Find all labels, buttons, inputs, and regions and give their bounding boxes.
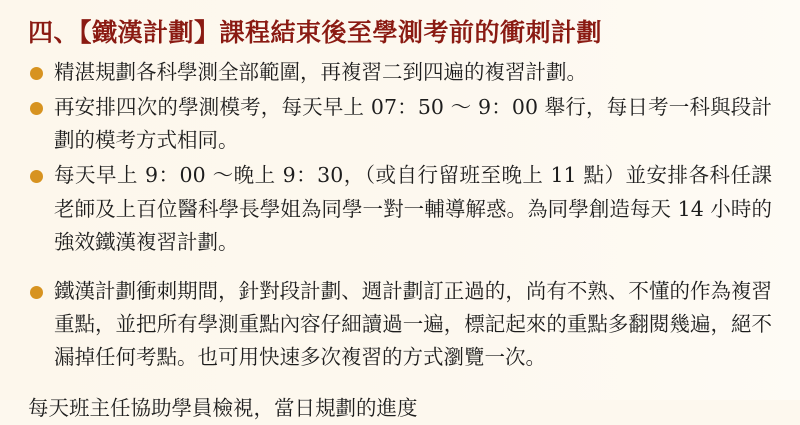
list-item <box>28 159 772 259</box>
list-item <box>28 91 772 157</box>
cut-off-text: 每天班主任協助學員檢視，當日規劃的進度 <box>28 396 418 420</box>
list-item-text: 鐵漢計劃衝刺期間，針對段計劃、週計劃訂正過的，尚有不熟、不懂的作為複習重點，並把所有學測重點內容仔細讀過一遍，標記起來的重點多翻閱幾遍，絕不漏掉任何考點。也可用快速多次複習的方式瀏覽一次。 <box>54 278 772 370</box>
bullet-dot-icon <box>30 102 43 115</box>
list-item-text: 精湛規劃各科學測全部範圍，再複習二到四遍的複習計劃。 <box>54 59 587 84</box>
page-title: 四、【鐵漢計劃】課程結束後至學測考前的衝刺計劃 <box>28 18 603 47</box>
list-item <box>28 56 772 89</box>
bullet-dot-icon <box>30 67 43 80</box>
list-item-text: 每天早上 9：00 ～晚上 9：30，（或自行留班至晚上 11 點）並安排各科任課老師及上百位醫科學長學姐為同學一對一輔導解惑。為同學創造每天 14 小時的強效鐵漢複習計劃。 <box>54 163 772 254</box>
list-item-text: 再安排四次的學測模考，每天早上 07：50 ～ 9：00 舉行，每日考一科與段計劃的模考方式相同。 <box>54 94 772 153</box>
bullet-dot-icon <box>30 170 43 183</box>
bullet-list <box>28 56 772 375</box>
bullet-dot-icon <box>30 286 43 299</box>
list-item <box>28 275 772 375</box>
